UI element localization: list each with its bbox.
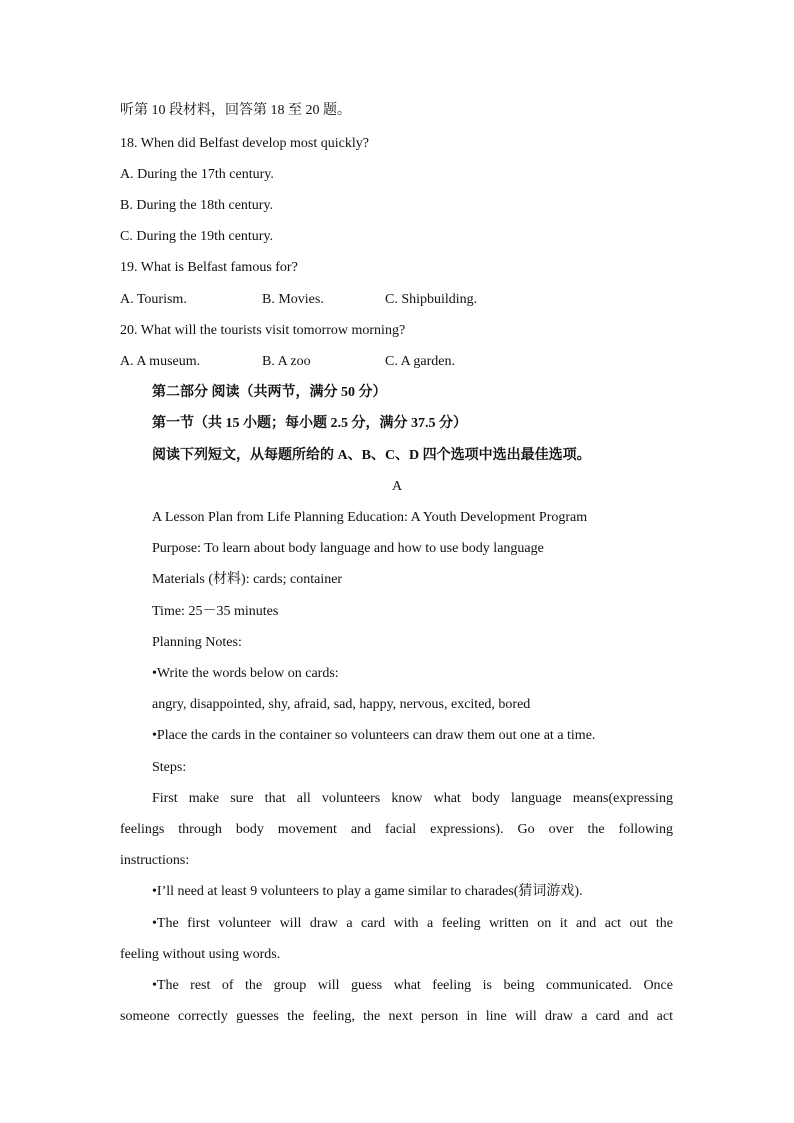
q19-option-a: A. Tourism.	[120, 292, 187, 307]
q20-option-a: A. A museum.	[120, 354, 201, 369]
steps-paragraph-line-3: instructions:	[120, 853, 190, 868]
q18-option-c: C. During the 19th century.	[120, 229, 274, 244]
instruction-bullet-3-line-1: •The rest of the group will guess what feeling is being communicated. Once	[152, 978, 673, 993]
question-20: 20. What will the tourists visit tomorrow morning?	[120, 323, 406, 338]
passage-note-1: •Write the words below on cards:	[152, 666, 339, 681]
instruction-bullet-2-line-1: •The first volunteer will draw a card with a feeling written on it and act out the	[152, 916, 673, 931]
passage-title: A Lesson Plan from Life Planning Education: A Youth Development Program	[152, 510, 588, 525]
passage-time: Time: 25－35 minutes	[152, 604, 279, 619]
question-19: 19. What is Belfast famous for?	[120, 260, 298, 275]
instruction-bullet-2-line-2: feeling without using words.	[120, 947, 281, 962]
passage-planning-notes: Planning Notes:	[152, 635, 242, 650]
passage-purpose: Purpose: To learn about body language and how to use body language	[152, 541, 544, 556]
steps-paragraph-line-2: feelings through body movement and facial expressions). Go over the following	[120, 822, 673, 837]
passage-steps: Steps:	[152, 760, 187, 775]
passage-materials: Materials (材料): cards; container	[152, 572, 343, 587]
passage-label: A	[391, 479, 403, 494]
passage-word-list: angry, disappointed, shy, afraid, sad, happy, nervous, excited, bored	[152, 697, 531, 712]
question-18: 18. When did Belfast develop most quickly?	[120, 136, 369, 151]
instruction-bullet-3-line-2: someone correctly guesses the feeling, the next person in line will draw a card and act	[120, 1009, 673, 1024]
listening-intro: 听第 10 段材料，回答第 18 至 20 题。	[120, 103, 351, 118]
q20-option-b: B. A zoo	[262, 354, 311, 369]
reading-part-title: 第二部分 阅读（共两节，满分 50 分）	[152, 385, 387, 400]
reading-section-title: 第一节（共 15 小题；每小题 2.5 分，满分 37.5 分）	[152, 416, 467, 431]
instruction-bullet-1: •I’ll need at least 9 volunteers to play a game similar to charades(猜词游戏).	[152, 884, 583, 899]
passage-note-2: •Place the cards in the container so volunteers can draw them out one at a time.	[152, 728, 596, 743]
q18-option-a: A. During the 17th century.	[120, 167, 274, 182]
q19-option-c: C. Shipbuilding.	[385, 292, 478, 307]
steps-paragraph-line-1: First make sure that all volunteers know what body language means(expressing	[152, 791, 673, 806]
q20-option-c: C. A garden.	[385, 354, 455, 369]
q18-option-b: B. During the 18th century.	[120, 198, 274, 213]
q19-option-b: B. Movies.	[262, 292, 324, 307]
reading-instruction: 阅读下列短文，从每题所给的 A、B、C、D 四个选项中选出最佳选项。	[152, 448, 591, 463]
